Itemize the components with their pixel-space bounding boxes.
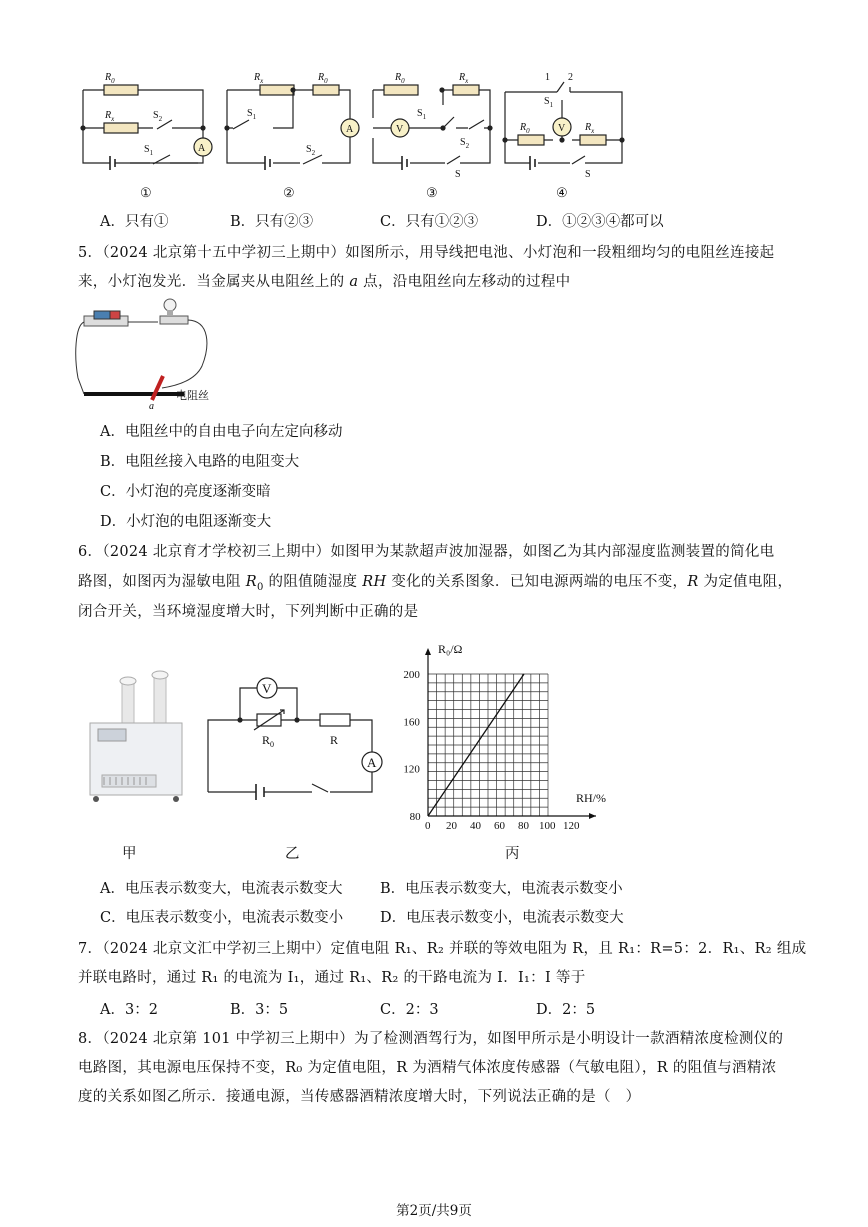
q6-stem-line-1: 6．（2024 北京育才学校初三上期中）如图甲为某款超声波加湿器，如图乙为其内部湿度监测装置的简化电 <box>78 544 775 560</box>
q4-option-b[interactable]: B．只有②③ <box>230 214 314 230</box>
svg-text:Rx: $R_x$ <box>105 110 115 123</box>
y-tick-label: 120 <box>403 763 420 776</box>
circuit-1 <box>81 72 212 170</box>
c1-rx-resistor <box>104 123 138 133</box>
circuit-label-4: ④ <box>556 185 568 200</box>
svg-text:1: 1 <box>545 72 550 83</box>
c3-r0-resistor <box>384 85 418 95</box>
circuit-3 <box>373 72 492 180</box>
q7-option-c[interactable]: C．2：3 <box>380 1002 439 1018</box>
q5-stem-line-2: 来，小灯泡发光．当金属夹从电阻丝上的 a 点，沿电阻丝向左移动的过程中 <box>78 274 571 290</box>
q6-figure-label-bing: 丙 <box>505 846 520 862</box>
q5-stem-line-1: 5．（2024 北京第十五中学初三上期中）如图所示，用导线把电池、小灯泡和一段粗细均匀的电阻丝连接起 <box>78 245 775 261</box>
humidifier-image <box>80 665 190 810</box>
c4-rx-resistor <box>580 135 606 145</box>
svg-text:S2: $S_2$ <box>306 144 316 157</box>
svg-text:A: A <box>367 755 377 770</box>
svg-text:V: V <box>262 681 272 696</box>
svg-text:R0: $R_0$ <box>262 733 275 749</box>
c1-r0-resistor <box>104 85 138 95</box>
circuit-label-2: ② <box>283 185 295 200</box>
svg-text:R0: $R_0$ <box>105 72 115 85</box>
x-tick-label: 40 <box>470 820 481 830</box>
svg-text:Rx: $R_x$ <box>459 72 469 85</box>
x-tick-label: 120 <box>563 820 580 830</box>
q7-option-d[interactable]: D．2：5 <box>536 1002 596 1018</box>
q6-stem-line-3: 闭合开关，当环境湿度增大时，下列判断中正确的是 <box>78 604 419 620</box>
c2-rx-resistor <box>260 85 294 95</box>
q7-stem-line-2: 并联电路时，通过 R₁ 的电流为 I₁，通过 R₁、R₂ 的干路电流为 I．I₁：I 等于 <box>78 970 586 986</box>
x-tick-label: 60 <box>494 820 505 830</box>
q8-stem-line-3: 度的关系如图乙所示．接通电源，当传感器酒精浓度增大时，下列说法正确的是（ ） <box>78 1089 641 1105</box>
c4-r0-resistor <box>518 135 544 145</box>
rh-chart <box>400 638 610 830</box>
fixed-resistor-r <box>320 714 350 726</box>
y-tick-label: 200 <box>403 669 420 681</box>
svg-text:V: V <box>396 124 404 135</box>
svg-text:Rx: $R_x$ <box>585 122 595 135</box>
svg-text:2: 2 <box>568 72 573 83</box>
c3-rx-resistor <box>453 85 479 95</box>
svg-text:S2: $S_2$ <box>153 110 163 123</box>
y-tick-label: 160 <box>403 716 420 729</box>
svg-text:S: S <box>585 169 591 180</box>
c2-r0-resistor <box>313 85 339 95</box>
svg-text:S: S <box>455 169 461 180</box>
q5-option-a[interactable]: A．电阻丝中的自由电子向左定向移动 <box>100 424 343 440</box>
y-tick-label: 80 <box>409 811 421 823</box>
svg-text:R: R <box>330 733 339 747</box>
battery-icon <box>84 311 128 326</box>
svg-text:a: a <box>149 401 154 411</box>
svg-text:A: A <box>346 124 354 135</box>
q7-stem-line-1: 7．（2024 北京文汇中学初三上期中）定值电阻 R₁、R₂ 并联的等效电阻为 R，且 R₁：R=5：2．R₁、R₂ 组成 <box>78 941 807 957</box>
q6-stem-line-2: 路图，如图丙为湿敏电阻 $R_0$ 的阻值随湿度 RH 变化的关系图象．已知电源两端的电压不变，R 为定值电阻， <box>78 574 793 593</box>
y-axis-arrow <box>425 648 431 655</box>
chart-x-axis-label: RH/% <box>576 791 606 805</box>
chart-ticks <box>403 669 580 830</box>
q4-option-c[interactable]: C．只有①②③ <box>380 214 479 230</box>
q6-option-c[interactable]: C．电压表示数变小，电流表示数变小 <box>100 910 344 926</box>
x-tick-label: 0 <box>425 820 431 830</box>
q4-option-d[interactable]: D．①②③④都可以 <box>536 214 664 230</box>
q6-figure-label-yi: 乙 <box>285 846 300 862</box>
circuit-4 <box>503 72 624 180</box>
circuit-2 <box>225 72 359 170</box>
circuit-label-1: ① <box>140 185 152 200</box>
q5-option-d[interactable]: D．小灯泡的电阻逐渐变大 <box>100 514 272 530</box>
q6-option-d[interactable]: D．电压表示数变小，电流表示数变大 <box>380 910 624 926</box>
svg-text:R0: $R_0$ <box>318 72 328 85</box>
q6-figure-label-jia: 甲 <box>122 846 137 862</box>
x-tick-label: 100 <box>539 820 556 830</box>
q6-option-b[interactable]: B．电压表示数变大，电流表示数变小 <box>380 881 623 897</box>
svg-text:电阻丝: 电阻丝 <box>176 390 209 402</box>
svg-text:V: V <box>558 123 566 134</box>
q5-option-b[interactable]: B．电阻丝接入电路的电阻变大 <box>100 454 300 470</box>
chart-y-axis-label: R₀/Ω <box>438 642 463 656</box>
q5-option-c[interactable]: C．小灯泡的亮度逐渐变暗 <box>100 484 271 500</box>
x-tick-label: 20 <box>446 820 457 830</box>
x-axis-arrow <box>589 813 596 819</box>
chart-grid <box>428 674 548 816</box>
metal-clip <box>152 376 163 400</box>
q6-option-a[interactable]: A．电压表示数变大，电流表示数变大 <box>100 881 343 897</box>
resistance-wire <box>84 392 184 396</box>
svg-text:S1: $S_1$ <box>247 108 257 121</box>
svg-text:S1: $S_1$ <box>544 96 554 109</box>
q7-option-a[interactable]: A．3：2 <box>100 1002 158 1018</box>
q7-option-b[interactable]: B．3：5 <box>230 1002 289 1018</box>
bulb-icon <box>160 299 188 324</box>
svg-text:Rx: $R_x$ <box>254 72 264 85</box>
circuit-label-3: ③ <box>426 185 438 200</box>
svg-text:R0: $R_0$ <box>395 72 405 85</box>
q5-figure <box>70 296 240 411</box>
q4-option-a[interactable]: A．只有① <box>100 214 169 230</box>
svg-text:S1: $S_1$ <box>417 108 427 121</box>
x-tick-label: 80 <box>518 820 529 830</box>
q8-stem-line-2: 电路图，其电源电压保持不变，R₀ 为定值电阻，R 为酒精气体浓度传感器（气敏电阻），R 的阻值与酒精浓 <box>78 1060 777 1076</box>
circuit-figures-q4 <box>60 60 640 200</box>
page-footer: 第2页/共9页 <box>396 1203 472 1219</box>
svg-text:R0: $R_0$ <box>520 122 530 135</box>
q8-stem-line-1: 8．（2024 北京第 101 中学初三上期中）为了检测酒驾行为，如图甲所示是小明设计一款酒精浓度检测仪的 <box>78 1031 784 1047</box>
svg-text:A: A <box>198 143 206 154</box>
svg-text:S2: $S_2$ <box>460 137 470 150</box>
svg-text:S1: $S_1$ <box>144 144 154 157</box>
q6-circuit <box>200 668 390 813</box>
